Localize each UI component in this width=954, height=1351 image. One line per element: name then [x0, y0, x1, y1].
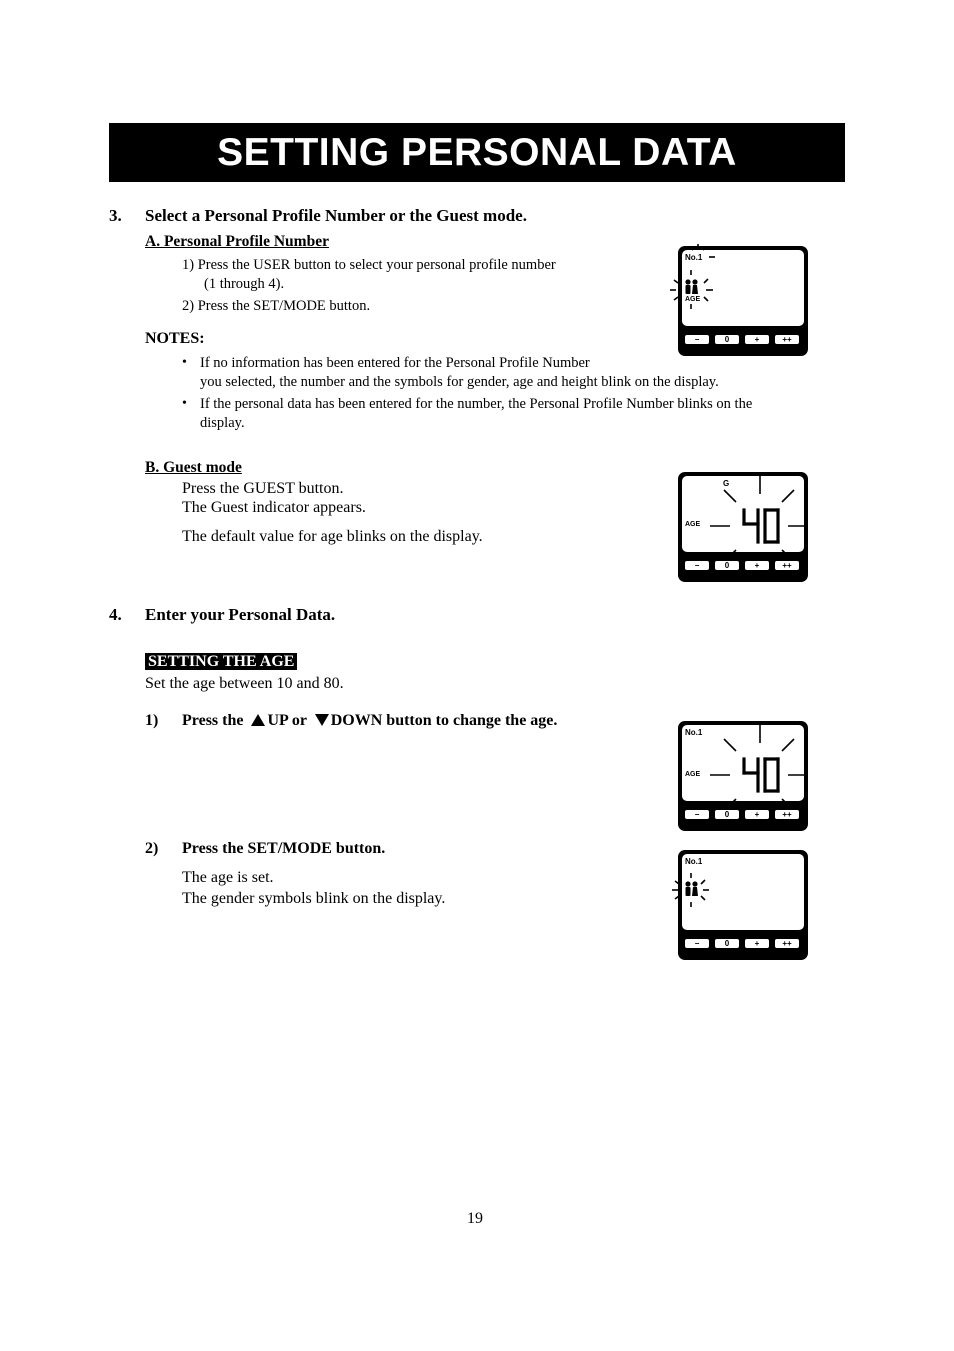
step-2-number: 2) [145, 840, 159, 857]
note-2-line2: display. [200, 415, 245, 431]
plus-plus-button: ++ [775, 561, 799, 570]
lcd-age-label: AGE [685, 296, 701, 303]
up-arrow-icon [251, 714, 265, 726]
note-2-line1: If the personal data has been entered for the number, the Personal Profile Number blinks on the [200, 396, 753, 412]
part-a-step1-line2: (1 through 4). [204, 276, 285, 292]
step-1-number: 1) [145, 712, 159, 729]
step-2-line2: The gender symbols blink on the display. [182, 890, 446, 907]
step-2-text: Press the SET/MODE button. [182, 840, 386, 857]
section-3-heading: Select a Personal Profile Number or the Guest mode. [145, 206, 527, 225]
plus-button: + [745, 335, 769, 344]
plus-button: + [745, 561, 769, 570]
setting-age-label: SETTING THE AGE [145, 653, 297, 670]
part-a-step2: 2) Press the SET/MODE button. [182, 298, 371, 314]
section-3-number: 3. [109, 206, 122, 225]
note-1-line1: If no information has been entered for the Personal Profile Number [200, 355, 590, 371]
plus-button: + [745, 810, 769, 819]
plus-plus-button: ++ [775, 335, 799, 344]
part-b-line2: The Guest indicator appears. [182, 499, 366, 516]
step-1-down: DOWN button to change the age. [330, 712, 558, 729]
lcd-button-row [678, 330, 808, 350]
part-a-heading: A. Personal Profile Number [145, 233, 329, 250]
lcd-button-row [678, 934, 808, 954]
page-number: 19 [467, 1210, 483, 1227]
minus-button: − [685, 561, 709, 570]
section-4-heading: Enter your Personal Data. [145, 605, 336, 624]
step-1-up: UP or [267, 712, 307, 729]
age-range-text: Set the age between 10 and 80. [145, 675, 344, 692]
notes-heading: NOTES: [145, 330, 205, 347]
lcd-age-label: AGE [685, 771, 701, 778]
plus-plus-button: ++ [775, 939, 799, 948]
minus-button: − [685, 810, 709, 819]
lcd-profile-number: No.1 [685, 253, 703, 262]
step-1-text [182, 712, 557, 730]
display-age-change [678, 721, 808, 831]
step-2-line1: The age is set. [182, 869, 274, 886]
note-1-bullet: • [182, 355, 187, 370]
step-1-pre: Press the [182, 712, 244, 729]
lcd-profile-number: No.1 [685, 857, 703, 866]
note-2-bullet: • [182, 396, 187, 411]
lcd-button-row [678, 556, 808, 576]
lcd-age-label: AGE [685, 521, 701, 528]
part-b-line1: Press the GUEST button. [182, 480, 344, 497]
zero-button: 0 [715, 810, 739, 819]
part-b-heading: B. Guest mode [145, 459, 242, 476]
minus-button: − [685, 335, 709, 344]
zero-button: 0 [715, 335, 739, 344]
display-profile-number [678, 246, 808, 356]
display-guest-age [678, 472, 808, 582]
down-arrow-icon [315, 714, 329, 726]
part-b-line3: The default value for age blinks on the display. [182, 528, 483, 545]
display-gender-blink [678, 850, 808, 960]
plus-plus-button: ++ [775, 810, 799, 819]
zero-button: 0 [715, 561, 739, 570]
lcd-button-row [678, 805, 808, 825]
minus-button: − [685, 939, 709, 948]
part-a-step1-line1: 1) Press the USER button to select your personal profile number [182, 257, 556, 273]
lcd-profile-number: No.1 [685, 728, 703, 737]
page-title: SETTING PERSONAL DATA [109, 123, 845, 182]
lcd-guest-indicator: G [723, 479, 730, 488]
note-1-line2: you selected, the number and the symbols for gender, age and height blink on the display. [200, 374, 719, 390]
plus-button: + [745, 939, 769, 948]
section-4-number: 4. [109, 605, 122, 624]
zero-button: 0 [715, 939, 739, 948]
